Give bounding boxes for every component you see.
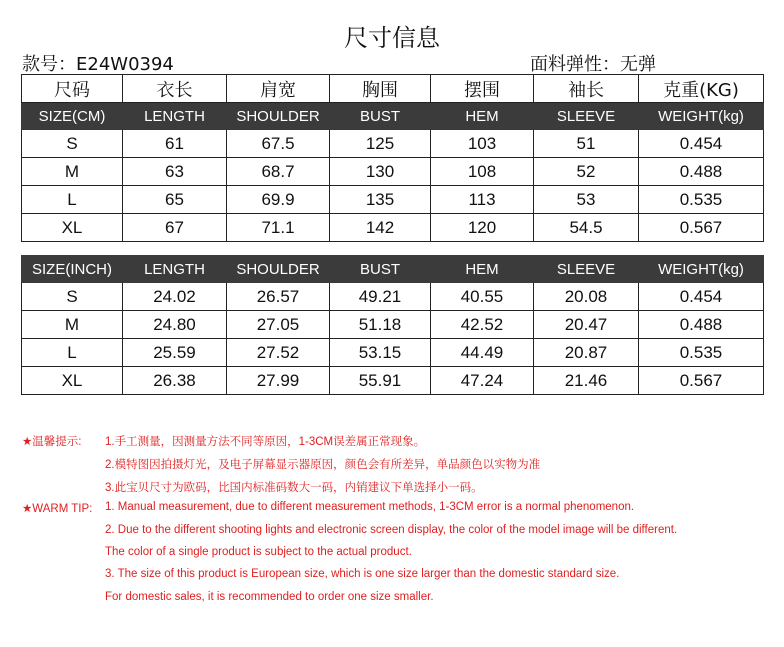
header-size-inch: SIZE(INCH)	[22, 256, 123, 283]
length-cell: 24.80	[123, 311, 227, 339]
size-cell: M	[22, 311, 123, 339]
hem-cell: 120	[431, 214, 534, 242]
header-length: LENGTH	[123, 103, 227, 130]
weight-cell: 0.454	[639, 130, 764, 158]
shoulder-cell: 26.57	[227, 283, 330, 311]
tips-section	[22, 0, 784, 647]
hem-cell: 40.55	[431, 283, 534, 311]
weight-cell: 0.454	[639, 283, 764, 311]
shoulder-cell: 67.5	[227, 130, 330, 158]
shoulder-cell: 27.99	[227, 367, 330, 395]
weight-cell: 0.567	[639, 367, 764, 395]
header-sleeve: SLEEVE	[534, 103, 639, 130]
hem-cell: 108	[431, 158, 534, 186]
header-weight: WEIGHT(kg)	[639, 103, 764, 130]
tip-label-en: ★WARM TIP:	[22, 503, 93, 515]
length-cell: 61	[123, 130, 227, 158]
header-size-cn: 尺码	[22, 75, 123, 103]
header-length: LENGTH	[123, 256, 227, 283]
bust-cell: 51.18	[330, 311, 431, 339]
header-bust-cn: 胸围	[330, 75, 431, 103]
header-bust: BUST	[330, 256, 431, 283]
tip-cn-line: 3.此宝贝尺寸为欧码，比国内标准码数大一码，内销建议下单选择小一码。	[105, 482, 483, 494]
sleeve-cell: 52	[534, 158, 639, 186]
header-weight: WEIGHT(kg)	[639, 256, 764, 283]
sleeve-cell: 54.5	[534, 214, 639, 242]
sleeve-cell: 51	[534, 130, 639, 158]
tip-en-line: 1. Manual measurement, due to different measurement methods, 1-3CM error is a normal phenomenon.	[105, 501, 635, 513]
size-cell: M	[22, 158, 123, 186]
weight-cell: 0.567	[639, 214, 764, 242]
size-cell: L	[22, 339, 123, 367]
weight-cell: 0.488	[639, 311, 764, 339]
shoulder-cell: 27.52	[227, 339, 330, 367]
header-sleeve: SLEEVE	[534, 256, 639, 283]
sleeve-cell: 20.08	[534, 283, 639, 311]
length-cell: 24.02	[123, 283, 227, 311]
bust-cell: 142	[330, 214, 431, 242]
tip-en-line: For domestic sales, it is recommended to order one size smaller.	[105, 591, 434, 603]
length-cell: 26.38	[123, 367, 227, 395]
page-title: 尺寸信息	[344, 24, 440, 52]
header-shoulder-cn: 肩宽	[227, 75, 330, 103]
length-cell: 65	[123, 186, 227, 214]
sleeve-cell: 21.46	[534, 367, 639, 395]
tip-en-line: 3. The size of this product is European size, which is one size larger than the domestic standard size.	[105, 568, 620, 580]
length-cell: 25.59	[123, 339, 227, 367]
weight-cell: 0.535	[639, 186, 764, 214]
header-hem-cn: 摆围	[431, 75, 534, 103]
bust-cell: 55.91	[330, 367, 431, 395]
sleeve-cell: 20.47	[534, 311, 639, 339]
header-shoulder: SHOULDER	[227, 103, 330, 130]
sleeve-cell: 53	[534, 186, 639, 214]
header-sleeve-cn: 袖长	[534, 75, 639, 103]
fabric-elasticity: 面料弹性：无弹	[530, 54, 656, 75]
size-cell: S	[22, 283, 123, 311]
hem-cell: 103	[431, 130, 534, 158]
header-size-cm: SIZE(CM)	[22, 103, 123, 130]
hem-cell: 113	[431, 186, 534, 214]
size-cell: XL	[22, 214, 123, 242]
weight-cell: 0.535	[639, 339, 764, 367]
bust-cell: 125	[330, 130, 431, 158]
header-hem: HEM	[431, 103, 534, 130]
hem-cell: 44.49	[431, 339, 534, 367]
bust-cell: 53.15	[330, 339, 431, 367]
hem-cell: 47.24	[431, 367, 534, 395]
length-cell: 63	[123, 158, 227, 186]
tip-en-line: 2. Due to the different shooting lights and electronic screen display, the color of the model image will be different.	[105, 524, 678, 536]
shoulder-cell: 68.7	[227, 158, 330, 186]
shoulder-cell: 27.05	[227, 311, 330, 339]
tip-cn-line: 1.手工测量，因测量方法不同等原因，1-3CM误差属正常现象。	[105, 436, 426, 448]
tip-en-line: The color of a single product is subject to the actual product.	[105, 546, 412, 558]
header-bust: BUST	[330, 103, 431, 130]
style-number: 款号：E24W0394	[22, 54, 174, 75]
size-cell: S	[22, 130, 123, 158]
weight-cell: 0.488	[639, 158, 764, 186]
header-weight-cn: 克重(KG)	[639, 75, 764, 103]
tip-label-cn: ★温馨提示:	[22, 436, 82, 448]
size-cell: XL	[22, 367, 123, 395]
size-cell: L	[22, 186, 123, 214]
shoulder-cell: 69.9	[227, 186, 330, 214]
sleeve-cell: 20.87	[534, 339, 639, 367]
tip-cn-line: 2.模特图因拍摄灯光，及电子屏幕显示器原因，颜色会有所差异，单品颜色以实物为准	[105, 459, 541, 471]
header-shoulder: SHOULDER	[227, 256, 330, 283]
bust-cell: 49.21	[330, 283, 431, 311]
header-hem: HEM	[431, 256, 534, 283]
length-cell: 67	[123, 214, 227, 242]
header-length-cn: 衣长	[123, 75, 227, 103]
bust-cell: 130	[330, 158, 431, 186]
bust-cell: 135	[330, 186, 431, 214]
hem-cell: 42.52	[431, 311, 534, 339]
shoulder-cell: 71.1	[227, 214, 330, 242]
